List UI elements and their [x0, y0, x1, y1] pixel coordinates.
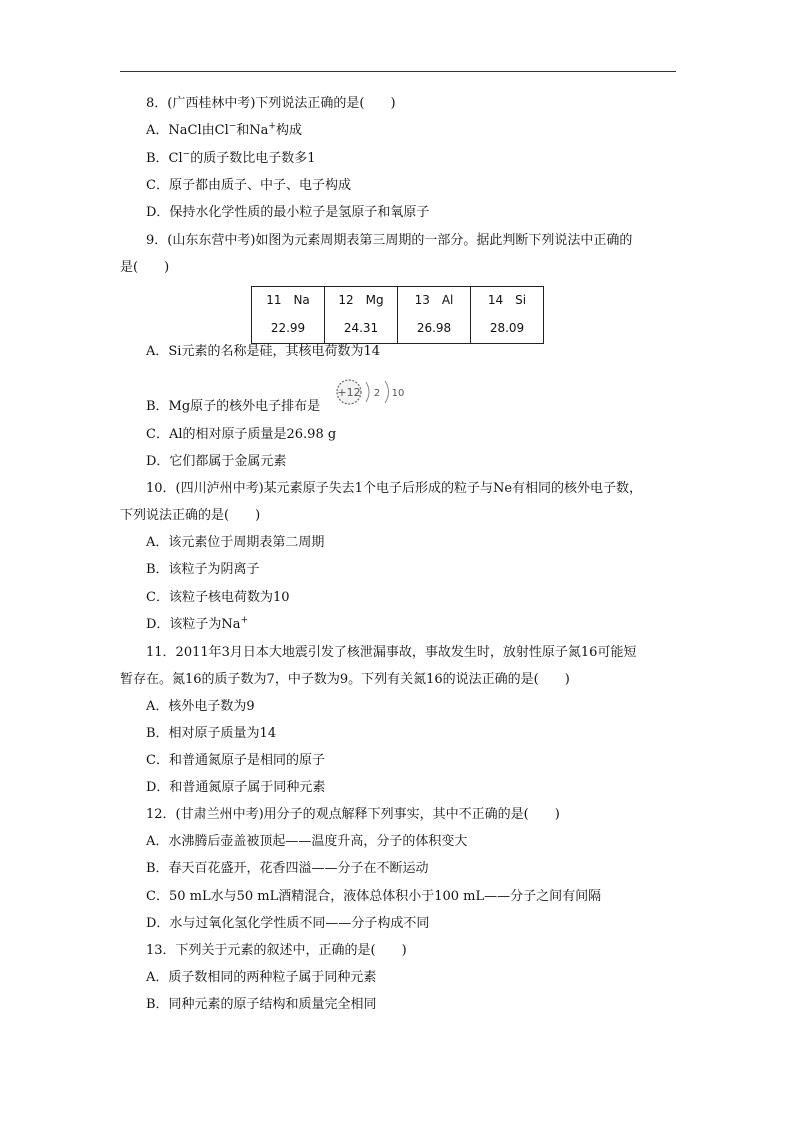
q11-option-a: A．核外电子数为9	[146, 699, 255, 714]
q13-stem: 13．下列关于元素的叙述中，正确的是( )	[146, 943, 407, 958]
q10-stem-line1: 10．(四川泸州中考)某元素原子失去1个电子后形成的粒子与Ne有相同的核外电子数，	[146, 481, 643, 496]
q10-option-b: B．该粒子为阴离子	[146, 562, 260, 577]
q11-stem-line2: 暂存在。氮16的质子数为7，中子数为9。下列有关氮16的说法正确的是( )	[120, 672, 570, 687]
shell-arc-1	[366, 382, 369, 402]
shell-1-electrons: 2	[373, 388, 381, 399]
element-cell-na: 11 Na 22.99	[252, 287, 325, 344]
nucleus-charge: +12	[337, 386, 361, 399]
q12-stem: 12．(甘肃兰州中考)用分子的观点解释下列事实，其中不正确的是( )	[146, 807, 560, 822]
q11-option-d: D．和普通氮原子属于同种元素	[146, 780, 326, 795]
q10-option-d: D．该粒子为Na+	[146, 615, 249, 632]
q12-option-d: D．水与过氧化氢化学性质不同——分子构成不同	[146, 916, 430, 931]
q9-stem-line2: 是( )	[120, 260, 170, 275]
element-cell-al: 13 Al 26.98	[398, 287, 471, 344]
q8-option-a: A．NaCl由Cl−和Na+构成	[146, 121, 302, 138]
q10-option-c: C．该粒子核电荷数为10	[146, 590, 290, 605]
shell-arc-2	[385, 381, 389, 403]
q8-option-b: B．Cl−的质子数比电子数多1	[146, 149, 316, 166]
q10-stem-line2: 下列说法正确的是( )	[120, 508, 261, 523]
q11-option-c: C．和普通氮原子是相同的原子	[146, 753, 325, 768]
q9-stem-line1: 9．(山东东营中考)如图为元素周期表第三周期的一部分。据此判断下列说法中正确的	[146, 233, 633, 248]
q9-option-c: C．Al的相对原子质量是26.98 g	[146, 427, 337, 442]
element-cell-si: 14 Si 28.09	[471, 287, 544, 344]
q10-option-a: A．该元素位于周期表第二周期	[146, 535, 325, 550]
q11-stem-line1: 11．2011年3月日本大地震引发了核泄漏事故，事故发生时，放射性原子氮16可能短	[146, 645, 637, 660]
q8-option-c: C．原子都由质子、中子、电子构成	[146, 178, 351, 193]
q9-option-d: D．它们都属于金属元素	[146, 454, 287, 469]
q12-option-b: B．春天百花盛开，花香四溢——分子在不断运动	[146, 861, 429, 876]
q13-option-b: B．同种元素的原子结构和质量完全相同	[146, 997, 377, 1012]
q12-option-a: A．水沸腾后壶盖被顶起——温度升高，分子的体积变大	[146, 834, 468, 849]
periodic-table-fragment	[251, 286, 544, 344]
q11-option-b: B．相对原子质量为14	[146, 726, 277, 741]
mg-atom-structure-diagram	[333, 378, 413, 406]
element-cell-mg: 12 Mg 24.31	[325, 287, 398, 344]
shell-2-electrons: 10	[391, 388, 405, 399]
q12-option-c: C．50 mL水与50 mL酒精混合，液体总体积小于100 mL——分子之间有间隔	[146, 889, 602, 904]
q13-option-a: A．质子数相同的两种粒子属于同种元素	[146, 970, 377, 985]
header-rule	[120, 71, 676, 72]
q8-stem: 8．(广西桂林中考)下列说法正确的是( )	[146, 96, 396, 111]
q8-option-d: D．保持水化学性质的最小粒子是氢原子和氧原子	[146, 205, 430, 220]
q9-option-a: A．Si元素的名称是硅，其核电荷数为14	[146, 344, 380, 359]
q9-option-b: B．Mg原子的核外电子排布是	[146, 399, 321, 414]
